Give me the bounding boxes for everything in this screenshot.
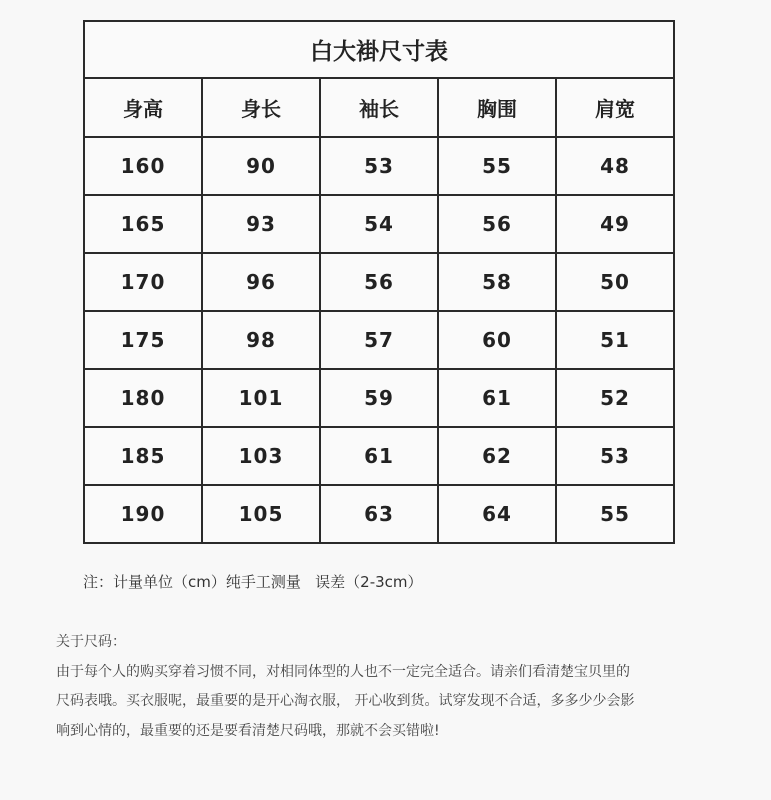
table-cell: 51 bbox=[556, 311, 674, 369]
table-cell: 93 bbox=[202, 195, 320, 253]
size-advice-line: 尺码表哦。买衣服呢，最重要的是开心淘衣服， 开心收到货。试穿发现不合适，多多少少会影 bbox=[56, 693, 635, 709]
table-cell: 103 bbox=[202, 427, 320, 485]
table-cell: 165 bbox=[84, 195, 202, 253]
table-row bbox=[84, 485, 674, 543]
table-cell: 56 bbox=[320, 253, 438, 311]
table-row bbox=[84, 311, 674, 369]
table-cell: 175 bbox=[84, 311, 202, 369]
table-row bbox=[84, 427, 674, 485]
size-advice-section bbox=[56, 628, 736, 746]
table-cell: 105 bbox=[202, 485, 320, 543]
table-cell: 55 bbox=[556, 485, 674, 543]
table-cell: 64 bbox=[438, 485, 556, 543]
size-advice-line: 由于每个人的购买穿着习惯不同，对相同体型的人也不一定完全适合。请亲们看清楚宝贝里的 bbox=[56, 663, 630, 680]
column-header-body-length: 身长 bbox=[202, 78, 320, 137]
table-cell: 170 bbox=[84, 253, 202, 311]
measurement-note: 注：计量单位（cm）纯手工测量 误差（2-3cm） bbox=[83, 573, 423, 591]
table-cell: 58 bbox=[438, 253, 556, 311]
size-chart-table bbox=[83, 20, 675, 544]
table-cell: 98 bbox=[202, 311, 320, 369]
table-cell: 53 bbox=[556, 427, 674, 485]
table-cell: 53 bbox=[320, 137, 438, 195]
table-cell: 59 bbox=[320, 369, 438, 427]
table-cell: 90 bbox=[202, 137, 320, 195]
table-cell: 61 bbox=[438, 369, 556, 427]
table-cell: 61 bbox=[320, 427, 438, 485]
table-cell: 50 bbox=[556, 253, 674, 311]
size-advice-line: 响到心情的，最重要的还是要看清楚尺码哦，那就不会买错啦! bbox=[56, 722, 440, 739]
table-cell: 57 bbox=[320, 311, 438, 369]
table-cell: 96 bbox=[202, 253, 320, 311]
table-cell: 160 bbox=[84, 137, 202, 195]
table-cell: 190 bbox=[84, 485, 202, 543]
table-header-row bbox=[84, 78, 674, 137]
table-cell: 101 bbox=[202, 369, 320, 427]
table-cell: 49 bbox=[556, 195, 674, 253]
table-title-row bbox=[84, 21, 674, 78]
table-cell: 180 bbox=[84, 369, 202, 427]
table-row bbox=[84, 137, 674, 195]
table-row bbox=[84, 369, 674, 427]
table-row bbox=[84, 195, 674, 253]
table-cell: 60 bbox=[438, 311, 556, 369]
table-cell: 54 bbox=[320, 195, 438, 253]
table-cell: 48 bbox=[556, 137, 674, 195]
table-cell: 63 bbox=[320, 485, 438, 543]
table-cell: 56 bbox=[438, 195, 556, 253]
table-cell: 52 bbox=[556, 369, 674, 427]
size-advice-heading: 关于尺码： bbox=[56, 634, 126, 650]
table-cell: 55 bbox=[438, 137, 556, 195]
column-header-height: 身高 bbox=[84, 78, 202, 137]
column-header-chest: 胸围 bbox=[438, 78, 556, 137]
table-cell: 185 bbox=[84, 427, 202, 485]
table-cell: 62 bbox=[438, 427, 556, 485]
table-row bbox=[84, 253, 674, 311]
column-header-sleeve-length: 袖长 bbox=[320, 78, 438, 137]
column-header-shoulder-width: 肩宽 bbox=[556, 78, 674, 137]
table-title: 白大褂尺寸表 bbox=[84, 21, 674, 78]
